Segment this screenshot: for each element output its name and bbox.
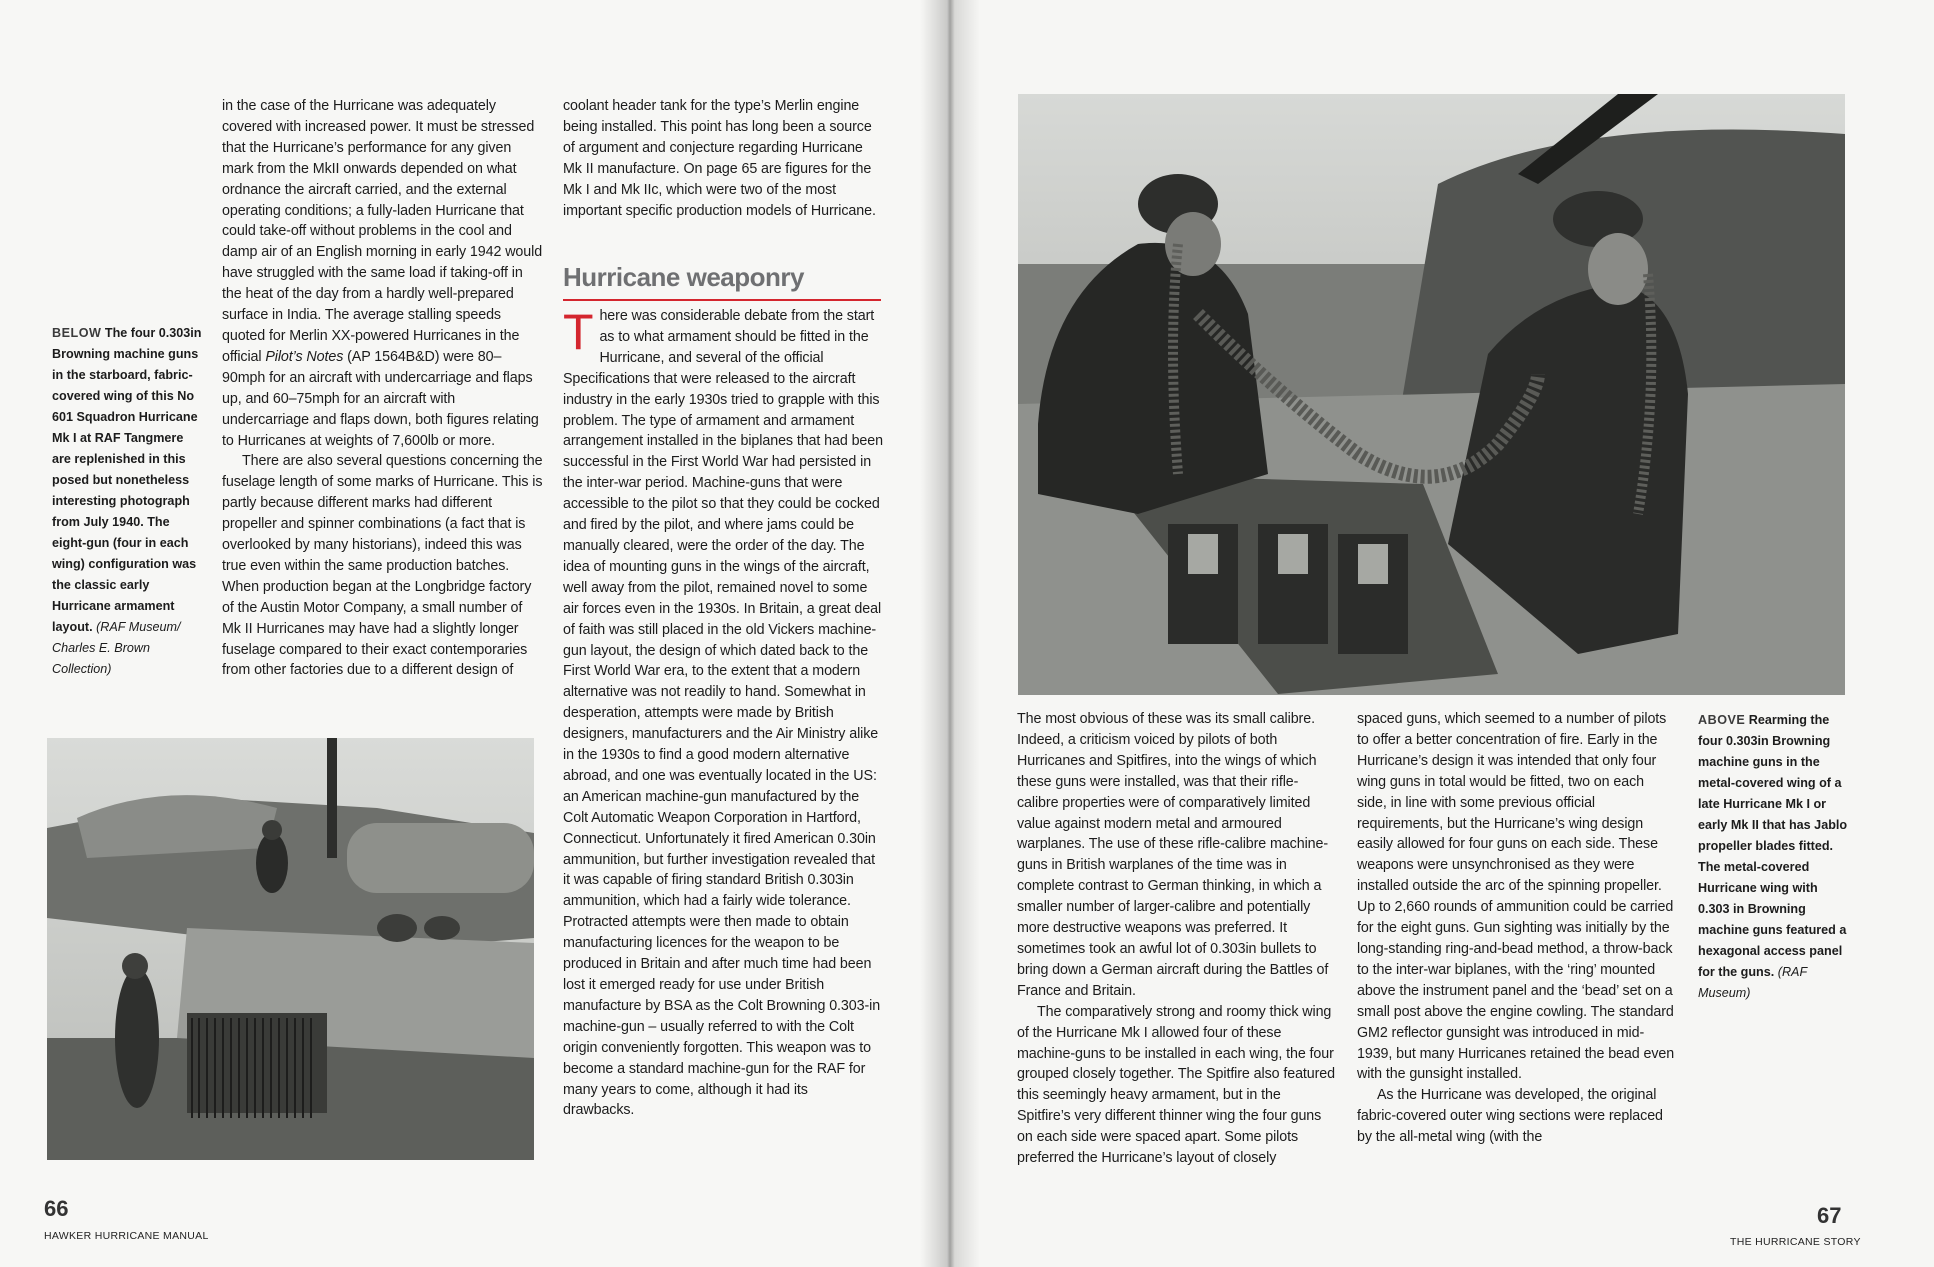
caption-credit: (RAF Museum) — [1698, 965, 1807, 1000]
running-head: HAWKER HURRICANE MANUAL — [44, 1230, 209, 1242]
left-page — [0, 0, 940, 1267]
running-head: THE HURRICANE STORY — [1730, 1236, 1861, 1248]
right-page — [940, 0, 1934, 1267]
book-gutter — [920, 0, 980, 1267]
photo-illustration — [47, 738, 534, 1160]
publication-title: Pilot’s Notes — [265, 348, 344, 365]
paragraph: There are also several questions concerning the fuselage length of some marks of Hurricane. This is partly because different marks had different propeller and spinner combinations (a fact that is overlooked by many historians), indeed this was true even within the same production batches. When production began at the Longbridge factory of the Austin Motor Company, a small number of Mk II Hurricanes may have had a slightly longer fuselage compared to their exact contemporaries from other factories due to a different design of — [222, 453, 543, 679]
paragraph-text: in the case of the Hurricane was adequately covered with increased power. It must be stressed that the Hurricane’s performance for any given mark from the MkII onwards depended on what ordnance the aircraft carried, and the external operating conditions; a fully-laden Hurricane that could take-off without problems in the cool and damp air of an English morning in early 1942 would have struggled with the same load if taking-off in the heat of the day from a hardly well-prepared surface in India. The average stalling speeds quoted for Merlin XX-powered Hurricanes in the official — [222, 98, 543, 365]
paragraph — [563, 306, 883, 1121]
paragraph: spaced guns, which seemed to a number of pilots to offer a better concentration of fire. Early in the Hurricane’s design it was intended that only four wing guns in total would be fitted, two on each side, in line with some previous official requirements, but the Hurricane’s wing design easily allowed for four guns on each side. These weapons were unsynchronised as they were installed outside the arc of the spinning propeller. Up to 2,660 rounds of ammunition could be carried for the eight guns. Gun sighting was initially by the long-standing ring-and-bead method, a throw-back to the inter-war biplanes, with the ‘ring’ mounted above the instrument panel and the ‘bead’ set on a small post above the engine cowling. The standard GM2 reflector gunsight was introduced in mid-1939, but many Hurricanes retained the bead even with the gunsight installed. — [1357, 711, 1675, 1083]
page-number: 66 — [44, 1196, 69, 1221]
left-column-2-continued — [563, 306, 883, 1121]
paragraph: As the Hurricane was developed, the original fabric-covered outer wing sections were replaced by the all-metal wing (with the — [1357, 1087, 1663, 1146]
right-column-2 — [1357, 709, 1677, 1148]
caption-text: The four 0.303in Browning machine guns in the starboard, fabric-covered wing of this No 601 Squadron Hurricane Mk I at RAF Tangmere are replenished in this posed but nonetheless interesting photograph from July 1940. The eight-gun (four in each wing) configuration was the classic early Hurricane armament layout. — [52, 326, 202, 634]
paragraph: The comparatively strong and roomy thick wing of the Hurricane Mk I allowed four of these machine-guns to be installed in each wing, the four grouped closely together. The Spitfire also featured this seemingly heavy armament, but in the Spitfire’s very different thinner wing the four guns on each side were spaced apart. Some pilots preferred the Hurricane’s layout of closely — [1017, 1003, 1336, 1167]
left-column-2 — [563, 96, 883, 221]
section-heading: Hurricane weaponry — [563, 262, 881, 301]
right-photo-caption — [1698, 710, 1848, 1004]
right-column-1 — [1017, 709, 1335, 1169]
left-column-1 — [222, 96, 544, 681]
paragraph: The most obvious of these was its small calibre. Indeed, a criticism voiced by pilots of both Hurricanes and Spitfires, into the wings of which these guns were installed, was that their rifle-calibre properties were of comparatively limited value against modern metal and armoured warplanes. The use of these rifle-calibre machine-guns in British warplanes of the time was in complete contrast to German thinking, in which a smaller number of larger-calibre and potentially more destructive weapons was preferred. It sometimes took an awful lot of 0.303in bullets to bring down a German aircraft during the Battles of France and Britain. — [1017, 711, 1329, 999]
photo-illustration — [1018, 94, 1845, 695]
caption-lead: BELOW — [52, 326, 102, 340]
caption-credit: (RAF Museum/ Charles E. Brown Collection) — [52, 620, 181, 676]
caption-text: Rearming the four 0.303in Browning machine guns in the metal-covered wing of a late Hurricane Mk I or early Mk II that has Jablo propeller blades fitted. The metal-covered Hurricane wing with 0.303 in Browning machine guns featured a hexagonal access panel for the guns. — [1698, 713, 1848, 979]
paragraph — [222, 96, 544, 451]
right-photo-armourers-rearming — [1018, 94, 1845, 695]
drop-cap: T — [563, 304, 594, 360]
caption-lead: ABOVE — [1698, 713, 1746, 727]
left-photo-caption — [52, 323, 202, 680]
page-number: 67 — [1817, 1203, 1842, 1228]
left-photo-hurricane-rearming — [47, 738, 534, 1160]
paragraph: coolant header tank for the type’s Merlin engine being installed. This point has long been a source of argument and conjecture regarding Hurricane Mk II manufacture. On page 65 are figures for the Mk I and Mk IIc, which were two of the most important specific production models of Hurricane. — [563, 98, 876, 219]
paragraph-text: here was considerable debate from the start as to what armament should be fitted in the Hurricane, and several of the official Specifications that were released to the aircraft industry in the early 1930s tried to grapple with this problem. The type of armament and armament arrangement installed in the biplanes that had been successful in the First World War had persisted in the inter-war period. Machine-guns that were accessible to the pilot so that they could be cocked and fired by the pilot, and where jams could be manually cleared, were the order of the day. The idea of mounting guns in the wings of the aircraft, well away from the pilot, remained novel to some air forces even in the 1930s. In Britain, a great deal of faith was still placed in the old Vickers machine-gun layout, the design of which dated back to the First World War era, to the extent that a modern alternative was not readily to hand. Somewhat in desperation, attempts were made by British designers, manufacturers and the Air Ministry alike in the 1930s to find a good modern alternative abroad, and one was eventually located in the US: an American machine-gun manufactured by the Colt Automatic Weapon Corporation in Hartford, Connecticut. Unfortunately it fired American 0.30in ammunition, but further investigation revealed that it was capable of firing standard British 0.303in ammunition, which had a fairly wide tolerance. Protracted attempts were then made to obtain manufacturing licences for the weapon to be produced in Britain and after much time had been lost it emerged ready for use under British manufacture by BSA as the Colt Browning 0.303-in machine-gun – usually referred to with the Colt origin conveniently forgotten. This weapon was to become a standard machine-gun for the RAF for many years to come, although it had its drawbacks. — [563, 308, 883, 1119]
paragraph-text: (AP 1564B&D) were 80–90mph for an aircraft with undercarriage and flaps up, and 60–75mph for an aircraft with undercarriage and flaps down, both figures relating to Hurricanes at weights of 7,600lb or more. — [222, 348, 539, 449]
